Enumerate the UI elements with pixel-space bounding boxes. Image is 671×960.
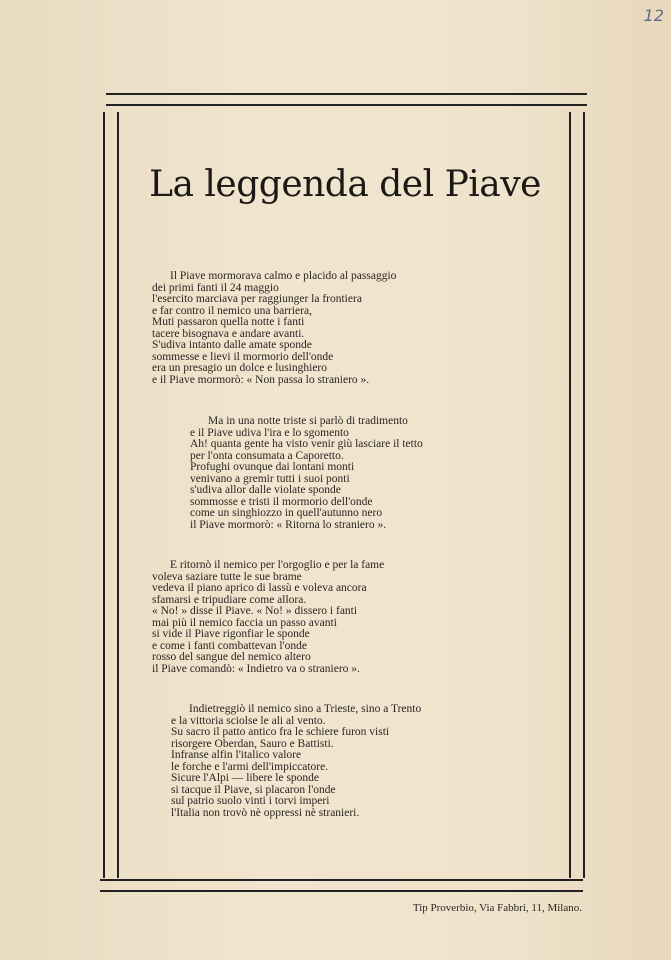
- poem-line: S'udiva intanto dalle amate sponde: [152, 339, 312, 351]
- poem-title: La leggenda del Piave: [149, 164, 541, 205]
- frame-right-rule-outer: [583, 112, 585, 878]
- frame-top-rule-outer: [106, 93, 587, 95]
- poem-line: Ah! quanta gente ha visto venir giù lasciare il tetto: [190, 438, 423, 450]
- poem-line: e la vittoria sciolse le ali al vento.: [171, 714, 326, 727]
- poem-line: era un presagio un dolce e lusinghiero: [152, 362, 327, 374]
- printer-imprint: Tip Proverbio, Via Fabbri, 11, Milano.: [412, 902, 582, 914]
- frame-left-rule-inner: [117, 112, 119, 878]
- poem-line: Ma in una notte triste si parlò di tradimento: [208, 415, 408, 427]
- poem-line: « No! » disse il Piave. « No! » dissero i fanti: [152, 605, 358, 617]
- poem-line: mai più il nemico faccia un passo avanti: [152, 616, 337, 629]
- frame-right-rule-inner: [569, 112, 571, 878]
- stanza-2: [190, 416, 423, 531]
- poem-line: Profughi ovunque dai lontani monti: [190, 461, 355, 473]
- poem-line: sfamarsi e tripudiare come allora.: [152, 593, 307, 606]
- poem-line: sommesse e lievi il mormorio dell'onde: [152, 350, 334, 363]
- poem-line: Muti passaron quella notte i fanti: [152, 316, 305, 328]
- poem-line: e il Piave udiva l'ira e lo sgomento: [190, 426, 349, 439]
- poem-line: per l'onta consumata a Caporetto.: [190, 449, 344, 462]
- poem-line: il Piave comandò: « Indietro va o straniero ».: [152, 662, 360, 675]
- poem-line: vedeva il piano aprico di lassù e voleva ancora: [152, 582, 367, 594]
- poem-line: tacere bisognava e andare avanti.: [152, 327, 305, 340]
- poem-line: risorgere Oberdan, Sauro e Battisti.: [171, 737, 334, 750]
- poem-line: s'udiva allor dalle violate sponde: [190, 484, 341, 496]
- poem-line: venivano a gremir tutti i suoi ponti: [190, 472, 350, 485]
- poem-line: e il Piave mormorò: « Non passa lo straniero ».: [152, 373, 370, 386]
- frame-bottom-rule-outer: [100, 890, 583, 892]
- poem-line: Su sacro il patto antico fra le schiere furon visti: [171, 726, 390, 738]
- poem-line: Indietreggiò il nemico sino a Trieste, sino a Trento: [189, 703, 422, 715]
- frame-top-rule-inner: [106, 104, 587, 106]
- poem-line: sommosse e tristi il mormorio dell'onde: [190, 495, 373, 508]
- poem-line: Sicure l'Alpi — libere le sponde: [171, 772, 320, 784]
- poem-line: E ritornò il nemico per l'orgoglio e per la fame: [170, 559, 385, 571]
- frame-bottom-rule-inner: [100, 879, 583, 881]
- poem-line: e far contro il nemico una barriera,: [152, 304, 312, 317]
- poem-line: Il Piave mormorava calmo e placido al passaggio: [170, 270, 397, 282]
- stanza-1: [152, 271, 396, 386]
- poem-line: voleva saziare tutte le sue brame: [152, 570, 302, 583]
- poem-line: l'Italia non trovò nè oppressi nè stranieri.: [171, 806, 360, 819]
- stanza-3: [152, 560, 384, 675]
- page-number: 12: [643, 6, 664, 25]
- poem-line: il Piave mormorò: « Ritorna lo straniero ».: [190, 518, 387, 531]
- poem-line: le forche e l'armi dell'impiccatore.: [171, 760, 329, 773]
- poem-line: dei primi fanti il 24 maggio: [152, 281, 279, 294]
- poem-line: si vide il Piave rigonfiar le sponde: [152, 628, 310, 640]
- poem-line: l'esercito marciava per raggiunger la frontiera: [152, 293, 362, 305]
- poem-line: si tacque il Piave, si placaron l'onde: [171, 783, 336, 796]
- poem-line: come un singhiozzo in quell'autunno nero: [190, 507, 383, 519]
- poem-line: rosso del sangue del nemico altero: [152, 651, 311, 663]
- poem-line: e come i fanti combattevan l'onde: [152, 639, 308, 652]
- poem-line: sul patrio suolo vinti i torvi imperi: [171, 795, 330, 807]
- stanza-4: [171, 704, 421, 819]
- frame-left-rule-outer: [103, 112, 105, 878]
- poem-line: Infranse alfin l'italico valore: [171, 749, 302, 761]
